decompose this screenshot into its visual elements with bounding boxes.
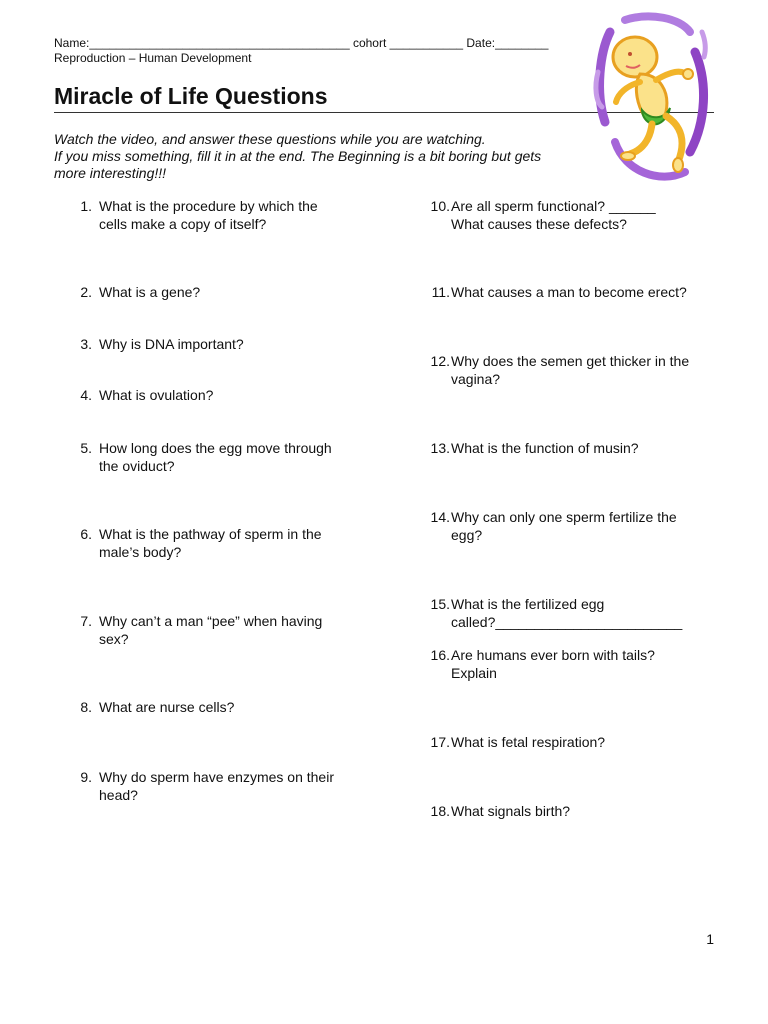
question-text [99,283,200,301]
question-line: How long does the egg move through [99,440,332,456]
question-line: head? [99,787,138,803]
question-text [99,335,244,353]
question-text [451,733,605,751]
question-number: 8. [80,699,92,715]
question-line: Are humans ever born with tails? [451,647,655,663]
question-line: sex? [99,631,129,647]
question-text [99,197,318,233]
question-number: 1. [80,198,92,214]
question-text [451,646,655,682]
question-number: 5. [80,440,92,456]
subheading: Reproduction – Human Development [54,51,252,65]
question-text [99,612,322,648]
question-number: 14. [430,509,450,525]
page-title: Miracle of Life Questions [54,83,328,109]
question-number: 4. [80,387,92,403]
instructions-line: Watch the video, and answer these questions while you are watching. [54,131,486,147]
question-number: 11. [431,284,450,300]
question-line: vagina? [451,371,501,387]
question-line: Why is DNA important? [99,336,244,352]
question-line: Why can only one sperm fertilize the [451,509,677,525]
question-line: egg? [451,527,483,543]
question-line: What causes a man to become erect? [451,284,687,300]
question-line: called?________________________ [451,614,683,630]
question-text [451,595,682,631]
question-line: Why does the semen get thicker in the [451,353,690,369]
question-text [451,197,656,233]
question-line: What are nurse cells? [99,699,235,715]
question-line: What is the function of musin? [451,440,639,456]
question-line: male’s body? [99,544,182,560]
question-number: 2. [80,284,92,300]
question-text [99,698,234,716]
question-text [451,283,687,301]
question-number: 6. [80,526,92,542]
question-line: cells make a copy of itself? [99,216,267,232]
question-number: 13. [430,440,450,456]
question-text [99,768,334,804]
question-number: 18. [430,803,450,819]
name-cohort-date-line: Name:_______________________________________ cohort ___________ Date:________ [54,36,549,50]
question-number: 9. [80,769,92,785]
instructions-line: If you miss something, fill it in at the end. The Beginning is a bit boring but gets [54,148,542,164]
question-number: 17. [430,734,450,750]
question-line: the oviduct? [99,458,175,474]
question-number: 15. [430,596,450,612]
question-text [451,508,677,544]
question-line: Are all sperm functional? ______ [451,198,656,214]
question-text [451,802,570,820]
question-line: Why do sperm have enzymes on their [99,769,334,785]
question-number: 12. [430,353,450,369]
question-line: Explain [451,665,497,681]
question-line: What is fetal respiration? [451,734,606,750]
question-number: 3. [80,336,92,352]
question-number: 7. [80,613,92,629]
question-line: Why can’t a man “pee” when having [99,613,323,629]
question-line: What is the procedure by which the [99,198,318,214]
question-number: 16. [430,647,450,663]
question-line: What is a gene? [99,284,201,300]
question-line: What is the fertilized egg [451,596,605,612]
page-number: 1 [706,931,714,947]
question-text [451,439,639,457]
question-line: What is ovulation? [99,387,214,403]
instructions [54,131,594,182]
instructions-line: more interesting!!! [54,165,167,181]
question-text [451,352,689,388]
question-text [99,386,213,404]
question-line: What is the pathway of sperm in the [99,526,322,542]
question-text [99,525,322,561]
question-text [99,439,332,475]
question-line: What signals birth? [451,803,571,819]
question-line: What causes these defects? [451,216,627,232]
baby-clipart-icon [590,12,710,187]
question-number: 10. [430,198,450,214]
